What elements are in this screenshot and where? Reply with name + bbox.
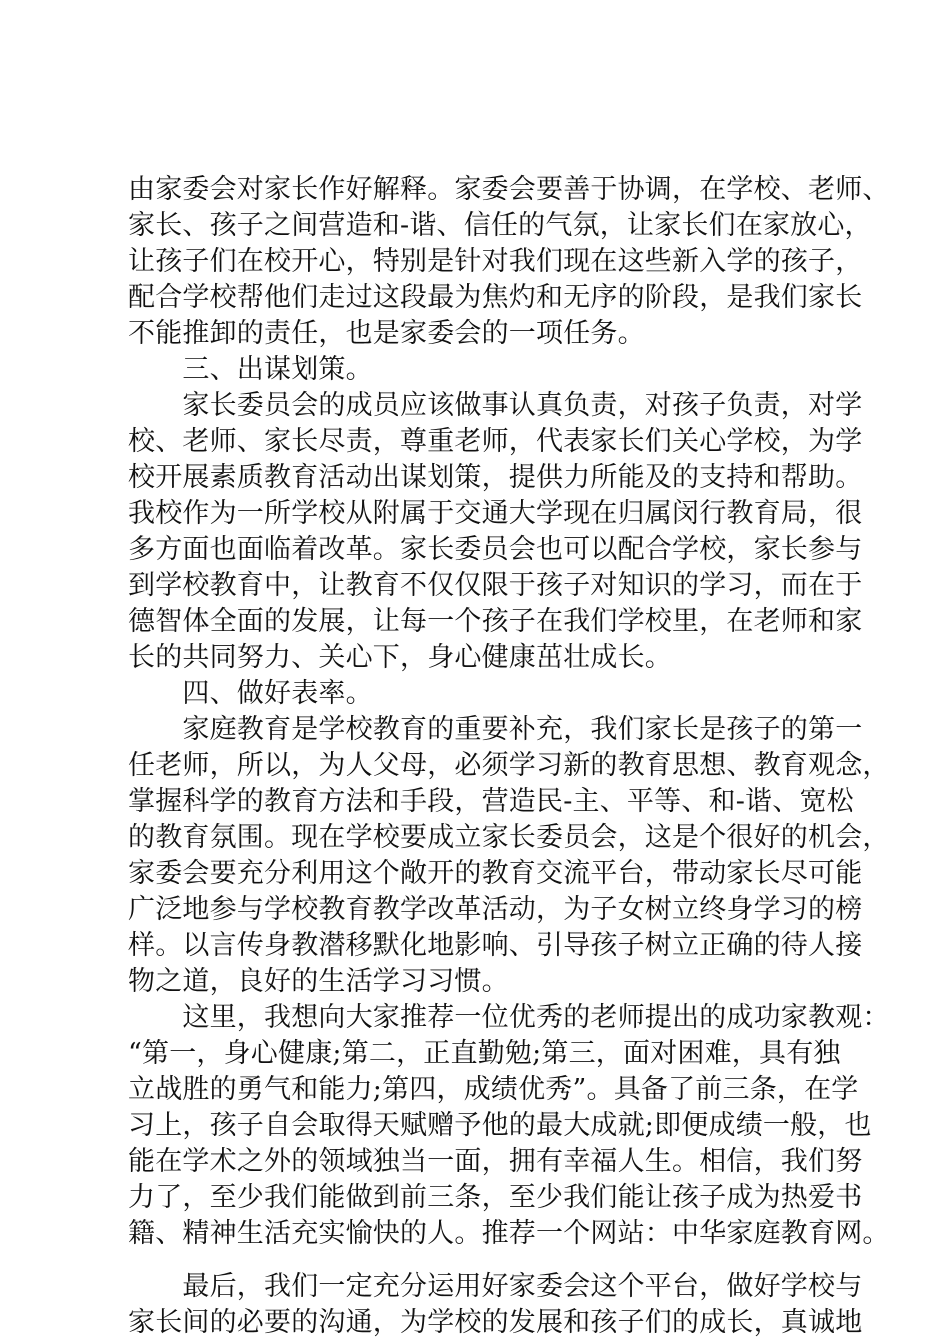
text-line: 家长间的必要的沟通，为学校的发展和孩子们的成长，真诚地 (128, 1307, 863, 1338)
text-line: 配合学校帮他们走过这段最为焦灼和无序的阶段，是我们家长 (128, 282, 863, 313)
text-line: 家长委员会的成员应该做事认真负责，对孩子负责，对学 (128, 390, 863, 421)
text-line: 多方面也面临着改革。家长委员会也可以配合学校，家长参与 (128, 534, 863, 565)
text-line: 校、老师、家长尽责，尊重老师，代表家长们关心学校，为学 (128, 426, 863, 457)
text-line: 立战胜的勇气和能力;第四，成绩优秀”。具备了前三条，在学 (128, 1074, 859, 1105)
text-line: 力了，至少我们能做到前三条，至少我们能让孩子成为热爱书 (128, 1182, 863, 1213)
text-line: 我校作为一所学校从附属于交通大学现在归属闵行教育局，很 (128, 498, 863, 529)
text-line: 家委会要充分利用这个敞开的教育交流平台，带动家长尽可能 (128, 858, 863, 889)
text-line: 不能推卸的责任，也是家委会的一项任务。 (128, 318, 645, 349)
text-line: 由家委会对家长作好解释。家委会要善于协调，在学校、老师、 (128, 174, 890, 205)
text-line: 掌握科学的教育方法和手段，营造民-主、平等、和-谐、宽松 (128, 786, 854, 817)
text-line: 长的共同努力、关心下，身心健康茁壮成长。 (128, 642, 672, 673)
text-line: 最后，我们一定充分运用好家委会这个平台，做好学校与 (128, 1271, 863, 1302)
text-line: 物之道，良好的生活学习习惯。 (128, 966, 509, 997)
section-heading: 四、做好表率。 (128, 678, 373, 709)
text-line: 这里，我想向大家推荐一位优秀的老师提出的成功家教观： (128, 1002, 890, 1033)
text-line: 德智体全面的发展，让每一个孩子在我们学校里，在老师和家 (128, 606, 863, 637)
text-line: 家长、孩子之间营造和-谐、信任的气氛，让家长们在家放心， (128, 210, 872, 241)
text-line: “第一，身心健康;第二，正直勤勉;第三，面对困难，具有独 (128, 1038, 841, 1069)
text-line: 广泛地参与学校教育教学改革活动，为子女树立终身学习的榜 (128, 894, 863, 925)
text-line: 让孩子们在校开心，特别是针对我们现在这些新入学的孩子， (128, 246, 863, 277)
text-line: 样。以言传身教潜移默化地影响、引导孩子树立正确的待人接 (128, 930, 863, 961)
text-line: 任老师，所以，为人父母，必须学习新的教育思想、教育观念， (128, 750, 890, 781)
text-line: 能在学术之外的领域独当一面，拥有幸福人生。相信，我们努 (128, 1146, 863, 1177)
text-line: 校开展素质教育活动出谋划策，提供力所能及的支持和帮助。 (128, 462, 863, 493)
text-line: 到学校教育中，让教育不仅仅限于孩子对知识的学习，而在于 (128, 570, 863, 601)
text-line: 习上，孩子自会取得天赋赠予他的最大成就;即便成绩一般，也 (128, 1110, 872, 1141)
text-line: 籍、精神生活充实愉快的人。推荐一个网站：中华家庭教育网。 (128, 1218, 890, 1249)
text-line: 家庭教育是学校教育的重要补充，我们家长是孩子的第一 (128, 714, 863, 745)
section-heading: 三、出谋划策。 (128, 354, 373, 385)
text-line: 的教育氛围。现在学校要成立家长委员会，这是个很好的机会， (128, 822, 890, 853)
